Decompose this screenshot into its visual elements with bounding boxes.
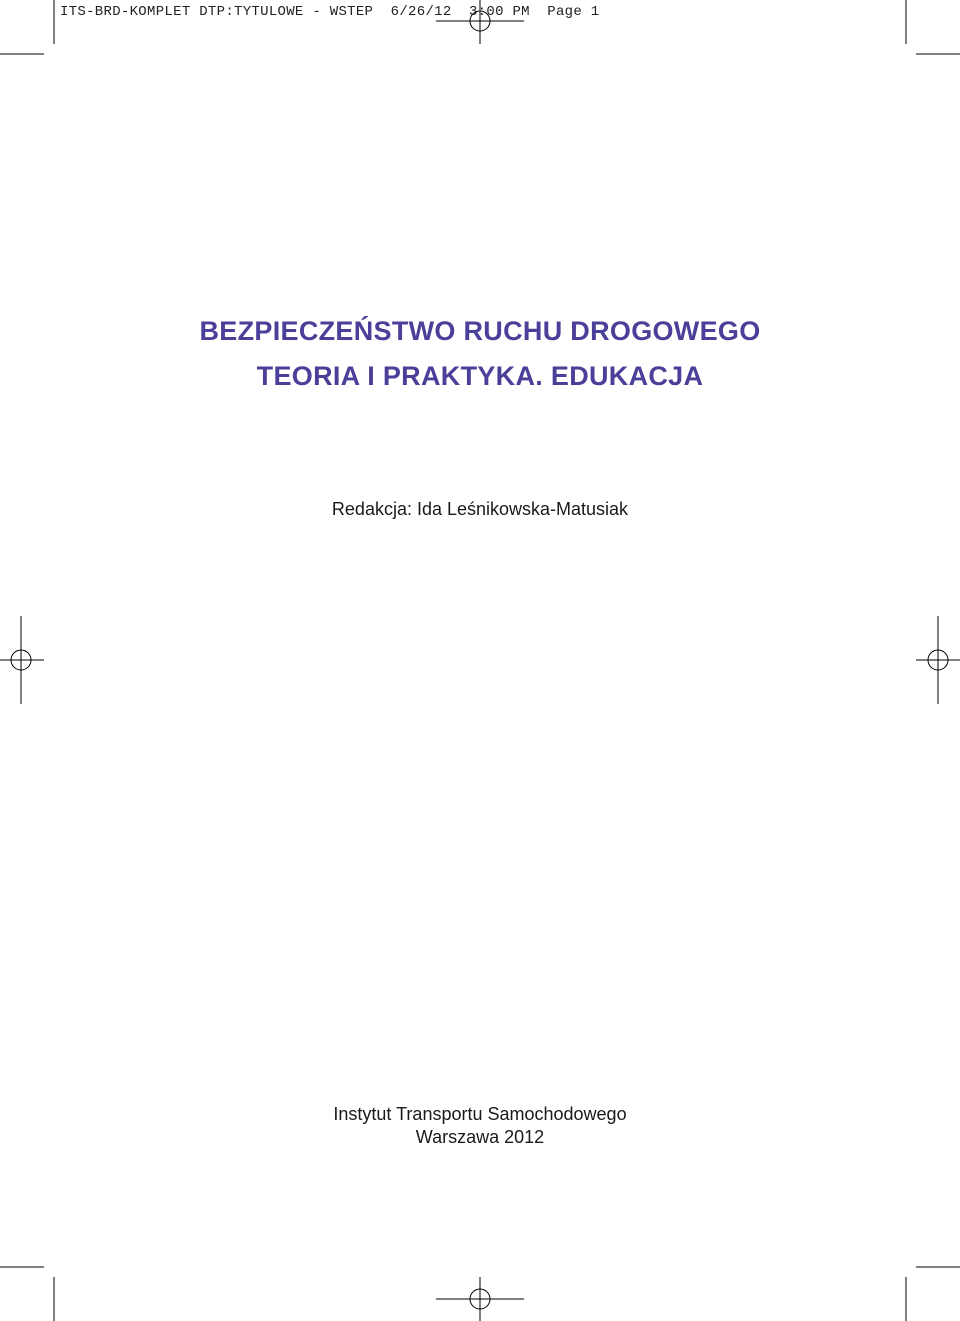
book-title-line-2: TEORIA I PRAKTYKA. EDUKACJA (256, 361, 704, 391)
registration-mark-left (0, 616, 44, 704)
editor-credit: Redakcja: Ida Leśnikowska-Matusiak (331, 499, 629, 519)
publisher-name: Instytut Transportu Samochodowego (333, 1104, 627, 1124)
book-title-line-1: BEZPIECZEŃSTWO RUCHU DROGOWEGO (199, 316, 761, 346)
print-slug-line: ITS-BRD-KOMPLET DTP:TYTULOWE - WSTEP 6/26/12 3:00 PM Page 1 (60, 4, 600, 20)
registration-mark-bottom (436, 1277, 524, 1321)
publisher-place-year: Warszawa 2012 (415, 1127, 545, 1147)
registration-mark-right (916, 616, 960, 704)
